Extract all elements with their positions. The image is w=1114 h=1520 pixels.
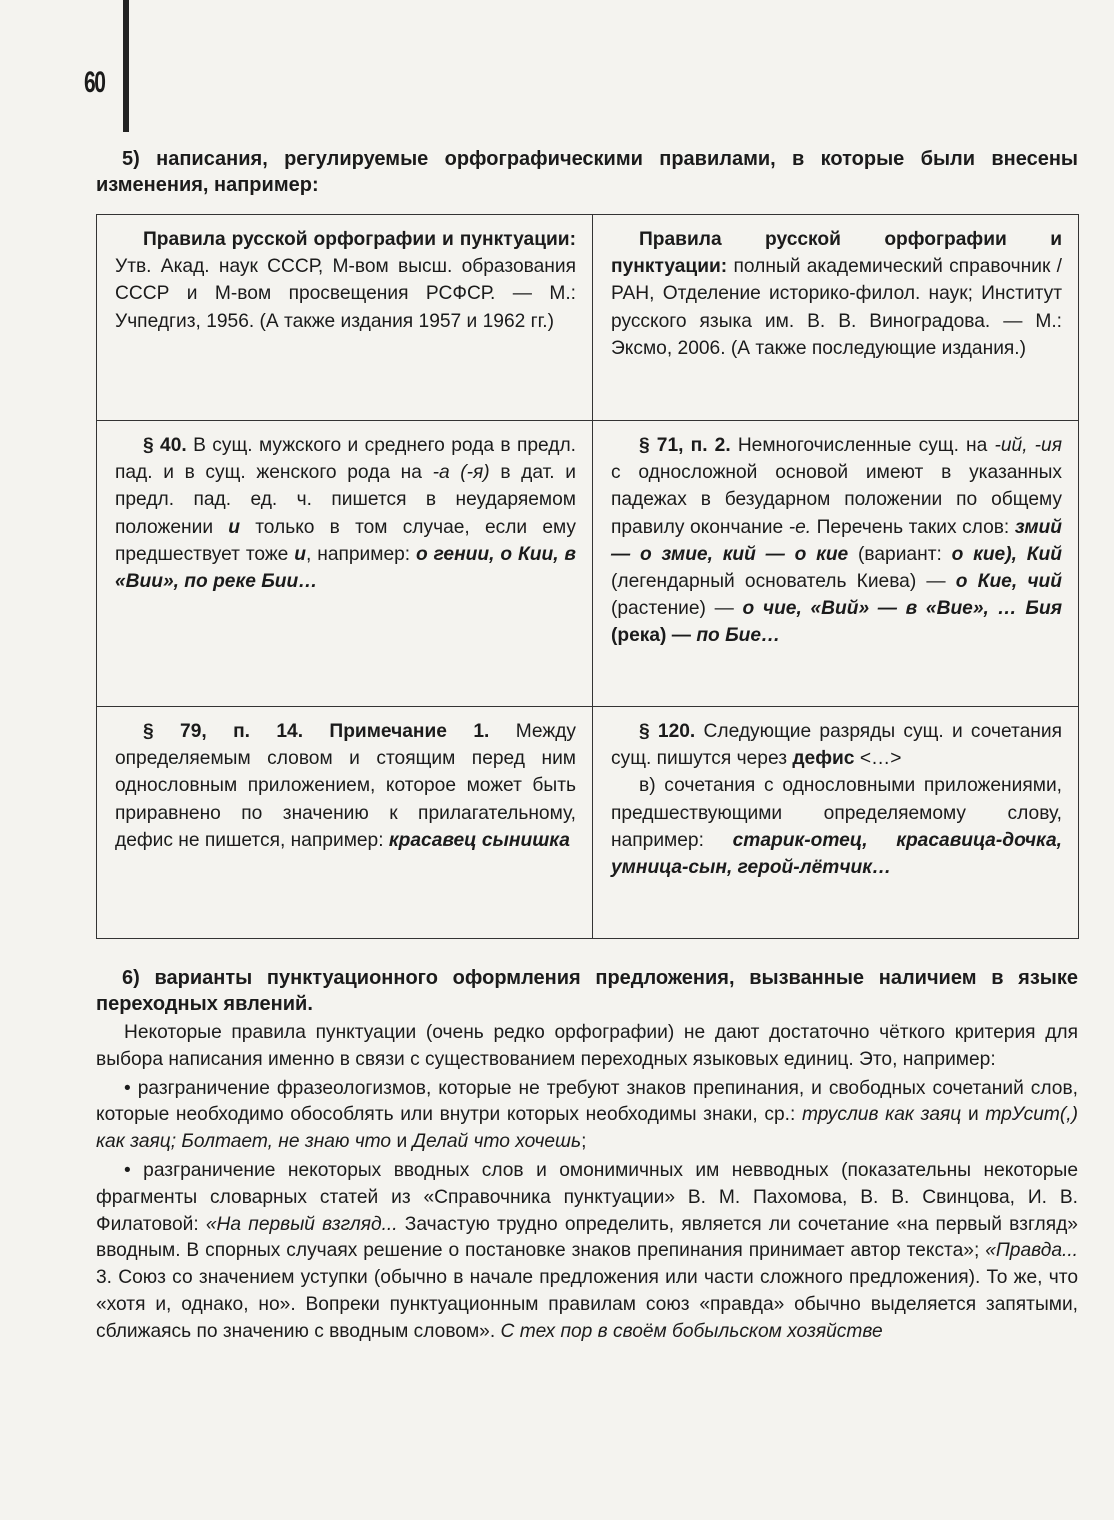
- bullet-1-conj-2: и: [396, 1131, 408, 1153]
- paragraph: Некоторые правила пунктуации (очень редко орфографии) не дают достаточно чёткого критерия для выбора написания именно в связи с существованием переходных языковых единиц. Это, например:: [96, 1022, 1078, 1070]
- rule-71-example-6: по Бие…: [696, 625, 781, 647]
- rule-71-ref: § 71, п. 2.: [639, 435, 731, 456]
- rule-79-text: Между определяемым словом и стоящим перед ним однословным приложением, которое может быть приравнено по значению к прилагательному, дефис не пишется, например:: [115, 721, 576, 851]
- bullet-1-end: ;: [581, 1131, 587, 1153]
- bullet-1-conj: и: [967, 1104, 979, 1126]
- section-6-text: варианты пунктуационного оформления предложения, вызванные наличием в языке переходных явлений.: [96, 967, 1078, 1015]
- page-number: 60: [84, 66, 105, 99]
- rule-71-text-6: (растение) —: [611, 598, 734, 620]
- rule-120-ellipsis: <…>: [859, 748, 902, 770]
- table-row: [97, 707, 1079, 939]
- rule-40-text-3: только в том случае, если ему предшествует тоже: [115, 516, 576, 565]
- rule-71-text: Немногочисленные сущ. на: [737, 435, 988, 456]
- bullet-1-text: • разграничение фразеологизмов, которые не требуют знаков препинания, и свободных сочетаний слов, которые необходимо обособлять или внутри которых необходимы знаки, ср.:: [96, 1077, 1078, 1126]
- rule-71-example-1: змий — о змие, кий — о кие: [611, 516, 1062, 565]
- rule-120-paragraph: [611, 718, 1062, 772]
- rule-71-text-5: (легендарный основатель Киева) —: [611, 571, 946, 593]
- bullet-1-example-1: труслив как заяц: [802, 1104, 962, 1126]
- rule-120-hyphen-word: дефис: [792, 748, 855, 770]
- rule-79-ref: § 79, п. 14. Примечание 1.: [143, 721, 490, 742]
- rule-71-ending-e: -е.: [788, 516, 812, 538]
- source-2006-details: полный академический справочник / РАН, Отделение историко-филол. наук; Институт русского языка им. В. В. Виноградова. — М.: Эксмо, 2006. (А также последующие издания.): [611, 256, 1062, 359]
- table-cell-rule-120: [593, 707, 1079, 939]
- rule-120-ref: § 120.: [639, 721, 696, 742]
- rule-71-text-3: Перечень таких слов:: [816, 516, 1010, 538]
- section-5-heading: [96, 146, 1078, 198]
- bullet-1-example-2: трУсит(,) как заяц; Болтает, не знаю что: [96, 1104, 1078, 1153]
- rule-71-text-2: с односложной основой имеют в указанных падежах в безударном положении по общему правилу окончание: [611, 462, 1062, 538]
- rule-40-letter-i: и: [228, 516, 240, 538]
- rule-40-ending: -а (-я): [432, 462, 490, 484]
- rule-71-example-2: о кие),: [951, 543, 1017, 565]
- table-cell-rule-79: [97, 707, 593, 939]
- rule-120-text: Следующие разряды сущ. и сочетания сущ. пишутся через: [611, 721, 1062, 770]
- bullet-item: [96, 1158, 1078, 1346]
- source-1956-title: Правила русской орфографии и пунктуации:: [143, 229, 576, 250]
- rule-71-text-7: (река) —: [611, 625, 691, 647]
- body-text: [96, 1020, 1078, 1346]
- bullet-2-quote-1: Зачастую трудно определить, является ли сочетание «на первый взгляд» вводным. В спорных случаях решение о постановке знаков препинания принимает автор текста»;: [96, 1213, 1078, 1262]
- bullet-2-entry-2: «Правда...: [985, 1240, 1078, 1262]
- bullet-1-example-3: Делай что хочешь: [412, 1131, 582, 1153]
- bullet-2-entry-1: «На первый взгляд...: [205, 1213, 398, 1235]
- rule-71-example-5: о чие, «Вий» — в «Вие», … Бия: [742, 598, 1062, 620]
- rule-40-text-4: , например:: [306, 543, 411, 565]
- rule-71-endings: -ий, -ия: [994, 435, 1062, 456]
- rule-120-text-2: в) сочетания с однословными приложениями, предшествующими определяемому слову, например:: [611, 775, 1062, 851]
- rules-comparison-table: [96, 214, 1079, 939]
- page-margin-rule: [123, 0, 129, 132]
- section-5-text: написания, регулируемые орфографическими правилами, в которые были внесены изменения, например:: [96, 148, 1078, 196]
- section-5-number: 5): [122, 148, 140, 170]
- rule-40-letter-i-2: и: [294, 543, 306, 565]
- rule-40-text: В сущ. мужского и среднего рода в предл. пад. и в сущ. женского рода на: [115, 435, 576, 484]
- source-1956-details: Утв. Акад. наук СССР, М-вом высш. образования СССР и М-вом просвещения РСФСР. — М.: Учпедгиз, 1956. (А также издания 1957 и 1962 гг.): [115, 256, 576, 332]
- rule-71-example-4: о Кие, чий: [955, 571, 1062, 593]
- table-cell-rule-40: [97, 421, 593, 707]
- table-row: [97, 215, 1079, 421]
- rule-40-examples: о гении, о Кии, в «Вии», по реке Бии…: [115, 543, 577, 593]
- rule-40-text-2: в дат. и предл. пад. ед. ч. пишется в неударяемом положении: [115, 462, 576, 538]
- rule-120-paragraph-b: [611, 772, 1062, 881]
- rule-120-examples: старик-отец, красавица-дочка, умница-сын, герой-лётчик…: [611, 829, 1062, 879]
- bullet-item: [96, 1076, 1078, 1156]
- table-row: [97, 421, 1079, 707]
- section-6-heading: [96, 965, 1078, 1017]
- bullet-2-text: • разграничение некоторых вводных слов и омонимичных им невводных (показательны некоторые фрагменты словарных статей из «Справочника пунктуации» В. М. Пахомова, В. В. Свинцова, И. В. Филатовой:: [96, 1159, 1078, 1235]
- rule-40-ref: § 40.: [143, 435, 187, 456]
- table-cell-1956-source: [97, 215, 593, 421]
- bullet-2-quote-2: 3. Союз со значением уступки (обычно в начале предложения или части сложного предложения). То же, что «хотя и, однако, но». Вопреки пунктуационным правилам союз «правда» обычно выделяется запятыми, сближаясь по значению с вводным словом».: [96, 1267, 1078, 1342]
- bullet-2-example: С тех пор в своём бобыльском хозяйстве: [500, 1320, 883, 1342]
- rule-71-text-4: (вариант:: [858, 543, 942, 565]
- section-6-number: 6): [122, 967, 140, 989]
- rule-79-example: красавец сынишка: [388, 829, 570, 851]
- table-cell-rule-71: [593, 421, 1079, 707]
- table-cell-2006-source: [593, 215, 1079, 421]
- rule-71-example-3: Кий: [1026, 543, 1062, 565]
- source-2006-title: Правила русской орфографии и пунктуации:: [611, 229, 1062, 278]
